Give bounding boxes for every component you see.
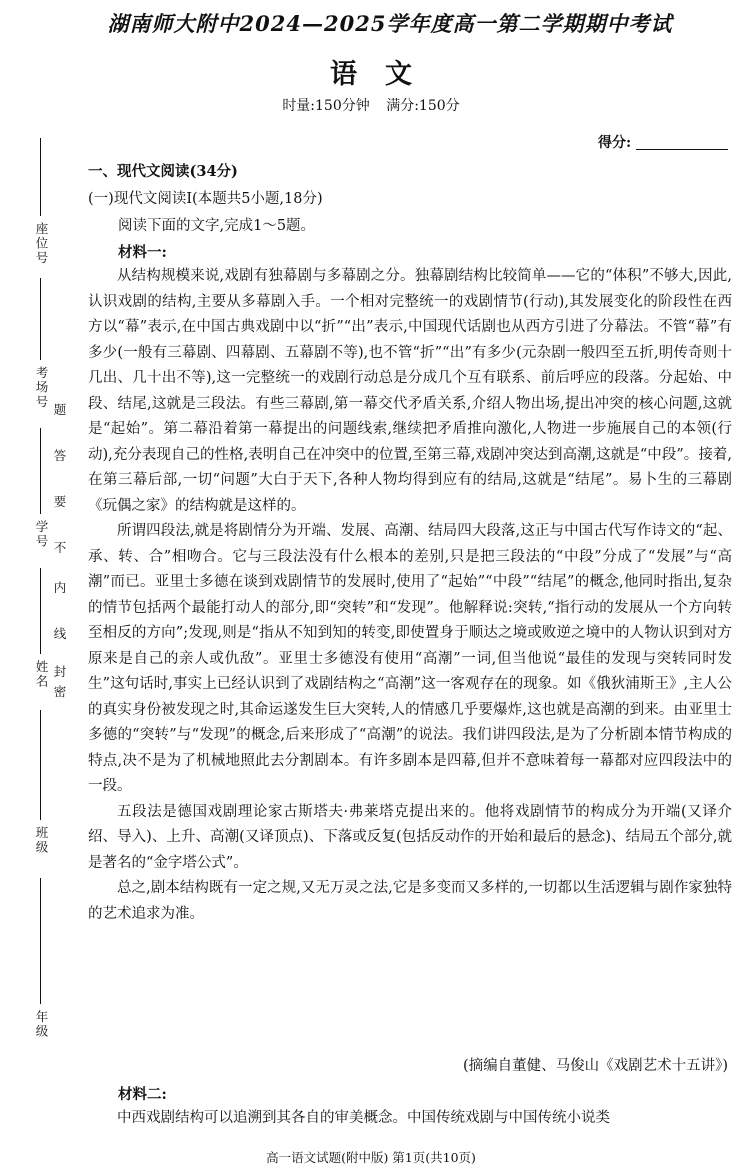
full-score: 满分:150分 <box>386 98 460 114</box>
paragraph: 中西戏剧结构可以追溯到其各自的审美概念。中国传统戏剧与中国传统小说类 <box>117 1110 610 1126</box>
seal-warning-char: 封 <box>53 664 67 679</box>
source-citation: (摘编自董健、马俊山《戏剧艺术十五讲》) <box>462 1058 728 1074</box>
student-number-line <box>40 428 41 514</box>
exam-meta <box>0 95 742 117</box>
section-heading: 一、现代文阅读(34分) <box>88 163 238 180</box>
seal-warning-char: 答 <box>53 448 67 463</box>
exam-room-label: 考场号 <box>34 366 49 410</box>
seat-number-label: 座位号 <box>34 222 49 266</box>
material1-label: 材料一: <box>118 244 167 261</box>
material2-label: 材料二: <box>118 1086 167 1103</box>
seal-warning-char: 密 <box>53 684 67 699</box>
subject-title: 语文 <box>330 59 440 90</box>
seat-number-line <box>40 138 41 216</box>
paragraph: 五段法是德国戏剧理论家古斯塔夫·弗莱塔克提出来的。他将戏剧情节的构成分为开端(又译介绍、导入)、上升、高潮(又译顶点)、下落或反复(包括反动作的开始和最后的悬念)、结局五个部分,就是著名的“金字塔公式”。 <box>88 803 732 871</box>
seal-warning-char: 要 <box>53 494 67 509</box>
binding-margin <box>0 130 80 1150</box>
paragraph: 总之,剧本结构既有一定之规,又无万灵之法,它是多变而又多样的,一切都以生活逻辑与剧作家独特的艺术追求为准。 <box>88 880 732 922</box>
exam-room-line <box>40 278 41 360</box>
name-label: 姓名 <box>34 660 49 689</box>
seal-warning-char: 题 <box>53 402 67 417</box>
grade-label: 年级 <box>34 1010 49 1039</box>
page-footer: 高一语文试题(附中版) 第1页(共10页) <box>266 1150 476 1165</box>
exam-title: 湖南师大附中2024—2025学年度高一第二学期期中考试 <box>107 11 673 36</box>
class-line <box>40 710 41 820</box>
seal-warning-char: 不 <box>53 540 67 555</box>
material2-body <box>88 1106 732 1132</box>
class-label: 班级 <box>34 826 49 855</box>
score-label: 得分: <box>598 135 632 151</box>
name-line <box>40 568 41 654</box>
seal-warning-char: 线 <box>53 626 67 641</box>
score-blank[interactable] <box>636 149 728 150</box>
material1-body <box>88 264 732 927</box>
time-limit: 时量:150分钟 <box>282 98 370 114</box>
paragraph: 所谓四段法,就是将剧情分为开端、发展、高潮、结局四大段落,这正与中国古代写作诗文的“起、承、转、合”相吻合。它与三段法没有什么根本的差别,只是把三段法的“中段”分成了“发展”与“高潮”而已。亚里士多德在谈到戏剧情节的发展时,使用了“起始”“中段”“结尾”的概念,他同时指出,复杂的情节包括两个最能打动人的部分,即“突转”和“发现”。他解释说:突转,“指行动的发展从一个方向转至相反的方向”;发现,则是“指从不知到知的转变,即使置身于顺达之境或败逆之境中的人物认识到对方原来是自己的亲人或仇敌”。亚里士多德没有使用“高潮”一词,但当他说“最佳的发现与突转同时发生”这句话时,事实上已经认识到了戏剧结构之“高潮”这一客观存在的现象。如《俄狄浦斯王》,主人公的真实身份被发现之时,其命运遂发生巨大突转,人的情感几乎要爆炸,这也就是高潮的到来。由亚里士多德的“突转”与“发现”的概念,后来形成了“高潮”的说法。我们讲四段法,是为了分析剧本情节构成的特点,决不是为了机械地照此去分割剧本。有许多剧本是四幕,但并不意味着每一幕都对应四段法中的一段。 <box>88 523 732 794</box>
student-number-label: 学号 <box>34 520 49 549</box>
seal-warning-char: 内 <box>53 580 67 595</box>
grade-line <box>40 878 41 1004</box>
sub-heading: (一)现代文阅读Ⅰ(本题共5小题,18分) <box>88 191 323 207</box>
instruction: 阅读下面的文字,完成1～5题。 <box>118 218 316 234</box>
paragraph: 从结构规模来说,戏剧有独幕剧与多幕剧之分。独幕剧结构比较简单——它的“体积”不够大,因此,认识戏剧的结构,主要从多幕剧入手。一个相对完整统一的戏剧情节(行动),其发展变化的阶段性在西方以“幕”表示,在中国古典戏剧中以“折”“出”表示,中国现代话剧也从西方引进了分幕法。不管“幕”有多少(一般有三幕剧、四幕剧、五幕剧不等),也不管“折”“出”有多少(元杂剧一般四至五折,明传奇则十几出、几十出不等),这一完整统一的戏剧行动总是分成几个互有联系、前后呼应的段落。分起始、中段、结尾,这就是三段法。有些三幕剧,第一幕交代矛盾关系,介绍人物出场,提出冲突的核心问题,这就是“起始”。第二幕沿着第一幕提出的问题线索,继续把矛盾推向激化,人物进一步施展自己的本领(行动),充分表现自己的性格,表明自己在冲突中的位置,至第三幕,戏剧冲突达到高潮,这就是“中段”。接着,在第三幕后部,一切“问题”大白于天下,各种人物均得到应有的结局,这就是“结尾”。易卜生的三幕剧《玩偶之家》的结构就是这样的。 <box>88 268 732 514</box>
